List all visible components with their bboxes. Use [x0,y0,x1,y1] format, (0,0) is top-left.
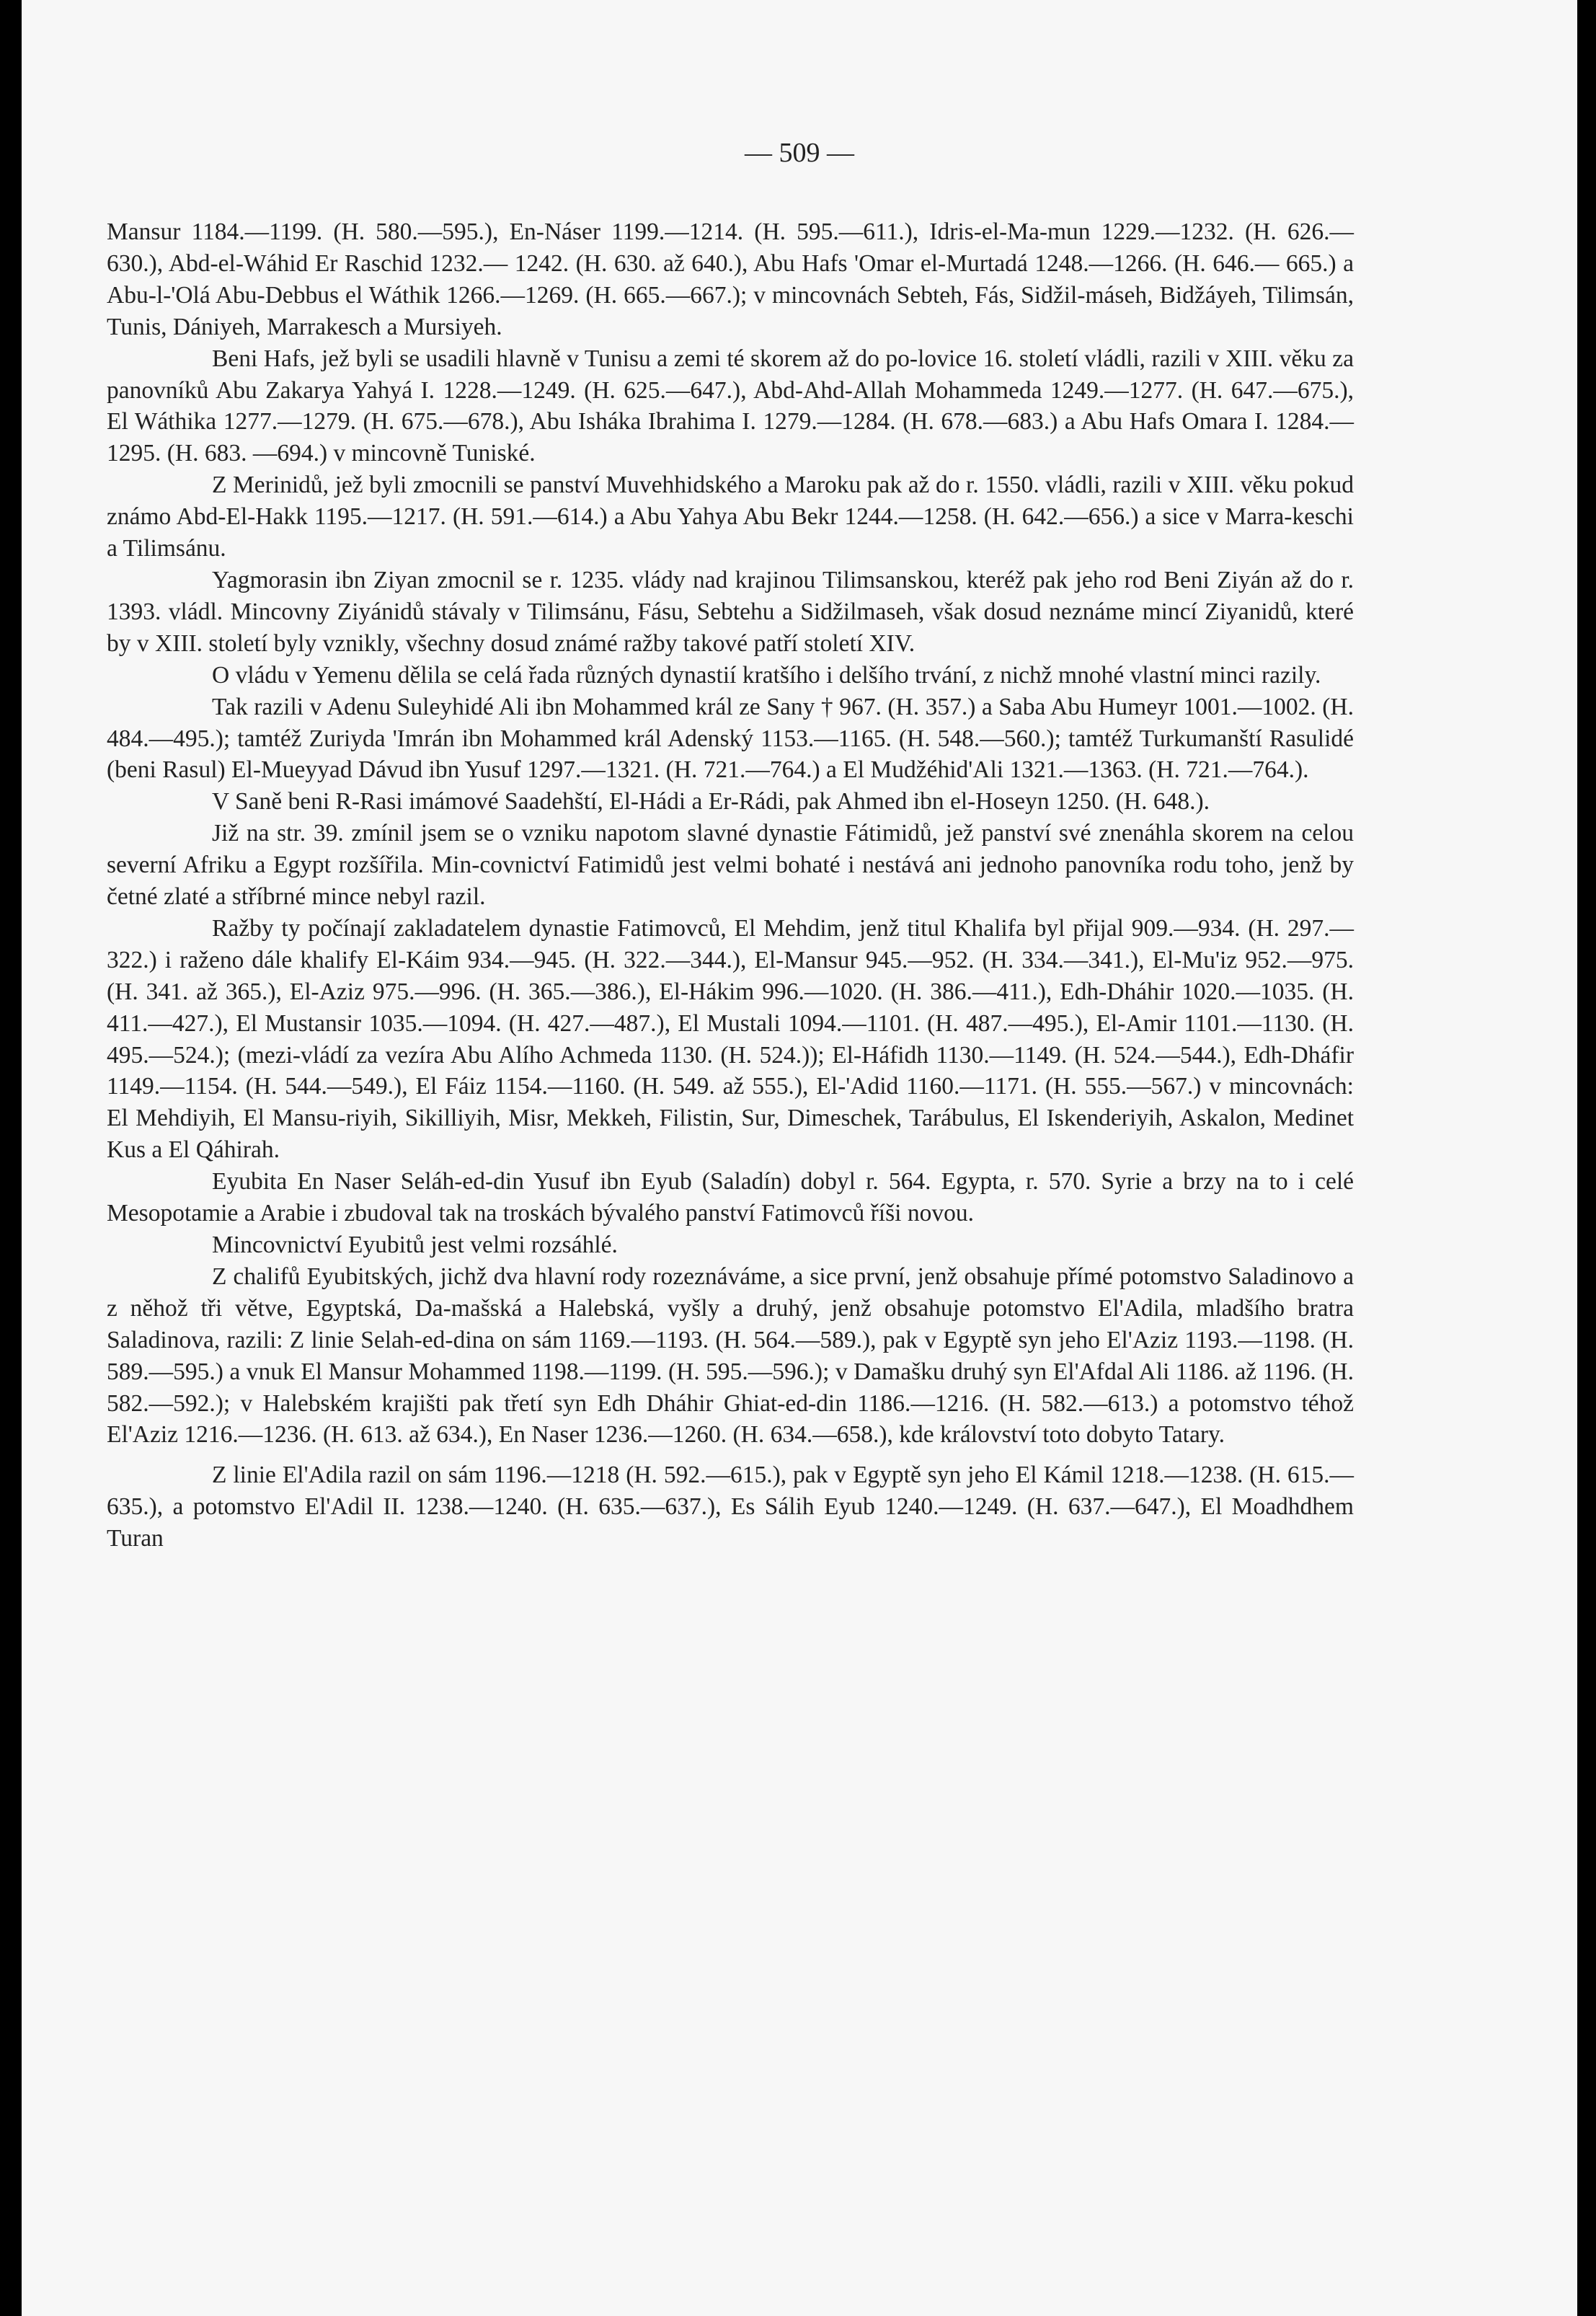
paragraph: Ražby ty počínají zakladatelem dynastie Fatimovců, El Mehdim, jenž titul Khalifa byl přijal 909.—934. (H. 297.—322.) i raženo dále khalify El-Káim 934.—945. (H. 322.—344.), El-Mansur 945.—952. (H. 334.—341.), El-Mu'iz 952.—975. (H. 341. až 365.), El-Aziz 975.—996. (H. 365.—386.), El-Hákim 996.—1020. (H. 386.—411.), Edh-Dháhir 1020.—1035. (H. 411.—427.), El Mustansir 1035.—1094. (H. 427.—487.), El Mustali 1094.—1101. (H. 487.—495.), El-Amir 1101.—1130. (H. 495.—524.); (mezi-vládí za vezíra Abu Alího Achmeda 1130. (H. 524.)); El-Háfidh 1130.—1149. (H. 524.—544.), Edh-Dháfir 1149.—1154. (H. 544.—549.), El Fáiz 1154.—1160. (H. 549. až 555.), El-'Adid 1160.—1171. (H. 555.—567.) v mincovnách: El Mehdiyih, El Mansu-riyih, Sikilliyih, Misr, Mekkeh, Filistin, Sur, Dimeschek, Tarábulus, El Iskenderiyih, Askalon, Medinet Kus a El Qáhirah. [107,914,1354,1164]
paragraph: Z linie El'Adila razil on sám 1196.—1218 (H. 592.—615.), pak v Egyptě syn jeho El Kámil 1218.—1238. (H. 615.—635.), a potomstvo El'Adil II. 1238.—1240. (H. 635.—637.), Es Sálih Eyub 1240.—1249. (H. 637.—647.), El Moadhdhem Turan [107,1462,1354,1552]
paragraph: Beni Hafs, jež byli se usadili hlavně v Tunisu a zemi té skorem až do po-lovice 16. století vládli, razili v XIII. věku za panovníků Abu Zakarya Yahyá I. 1228.—1249. (H. 625.—647.), Abd-Ahd-Allah Mohammeda 1249.—1277. (H. 647.—675.), El Wáthika 1277.—1279. (H. 675.—678.), Abu Isháka Ibrahima I. 1279.—1284. (H. 678.—683.) a Abu Hafs Omara I. 1284.—1295. (H. 683. —694.) v mincovně Tuniské. [107,345,1354,467]
page-number: — 509 — [745,138,854,168]
body-text [107,216,1354,1555]
paragraph: Eyubita En Naser Seláh-ed-din Yusuf ibn Eyub (Saladín) dobyl r. 564. Egypta, r. 570. Syrie a brzy na to i celé Mesopotamie a Arabie i zbudoval tak na troskách bývalého panství Fatimovců říši novou. [107,1168,1354,1227]
paragraph: Již na str. 39. zmínil jsem se o vzniku napotom slavné dynastie Fátimidů, jež panství své znenáhla skorem na celou severní Afriku a Egypt rozšířila. Min-covnictví Fatimidů jest velmi bohaté i nestává ani jednoho panovníka rodu toho, jenž by četné zlaté a stříbrné mince nebyl razil. [107,820,1354,911]
paragraph: V Saně beni R-Rasi imámové Saadehští, El-Hádi a Er-Rádi, pak Ahmed ibn el-Hoseyn 1250. (H. 648.). [212,788,1210,816]
paragraph: Mincovnictví Eyubitů jest velmi rozsáhlé. [212,1232,618,1258]
paragraph: Tak razili v Adenu Suleyhidé Ali ibn Mohammed král ze Sany † 967. (H. 357.) a Saba Abu Humeyr 1001.—1002. (H. 484.—495.); tamtéž Zuriyda 'Imrán ibn Mohammed král Adenský 1153.—1165. (H. 548.—560.); tamtéž Turkumanští Rasulidé (beni Rasul) El-Mueyyad Dávud ibn Yusuf 1297.—1321. (H. 721.—764.) a El Mudžéhid'Ali 1321.—1363. (H. 721.—764.). [107,693,1354,784]
scan-edge-mark [0,108,10,260]
paragraph: Z Merinidů, jež byli zmocnili se panství Muvehhidského a Maroku pak až do r. 1550. vládli, razili v XIII. věku pokud známo Abd-El-Hakk 1195.—1217. (H. 591.—614.) a Abu Yahya Abu Bekr 1244.—1258. (H. 642.—656.) a sice v Marra-keschi a Tilimsánu. [107,472,1354,562]
paragraph: Yagmorasin ibn Ziyan zmocnil se r. 1235. vlády nad krajinou Tilimsanskou, kteréž pak jeho rod Beni Ziyán až do r. 1393. vládl. Mincovny Ziyánidů stávaly v Tilimsánu, Fásu, Sebtehu a Sidžilmaseh, však dosud neznáme mincí Ziyanidů, které by v XIII. století byly vznikly, všechny dosud známé ražby takové patří století XIV. [107,566,1354,657]
paragraph: Mansur 1184.—1199. (H. 580.—595.), En-Náser 1199.—1214. (H. 595.—611.), Idris-el-Ma-mun 1229.—1232. (H. 626.—630.), Abd-el-Wáhid Er Raschid 1232.— 1242. (H. 630. až 640.), Abu Hafs 'Omar el-Murtadá 1248.—1266. (H. 646.— 665.) a Abu-l-'Olá Abu-Debbus el Wáthik 1266.—1269. (H. 665.—667.); v mincovnách Sebteh, Fás, Sidžil-máseh, Bidžáyeh, Tilimsán, Tunis, Dániyeh, Marrakesch a Mursiyeh. [107,218,1354,340]
paragraph: Z chalifů Eyubitských, jichž dva hlavní rody rozeznáváme, a sice první, jenž obsahuje přímé potomstvo Saladinovo a z něhož tři větve, Egyptská, Da-mašská a Halebská, vyšly a druhý, jenž obsahuje potomstvo El'Adila, mladšího bratra Saladinova, razili: Z linie Selah-ed-dina on sám 1169.—1193. (H. 564.—589.), pak v Egyptě syn jeho El'Aziz 1193.—1198. (H. 589.—595.) a vnuk El Mansur Mohammed 1198.—1199. (H. 595.—596.); v Damašku druhý syn El'Afdal Ali 1186. až 1196. (H. 582.—592.); v Halebském krajišti pak třetí syn Edh Dháhir Ghiat-ed-din 1186.—1216. (H. 582.—613.) a potomstvo téhož El'Aziz 1216.—1236. (H. 613. až 634.), En Naser 1236.—1260. (H. 634.—658.), kde království toto dobyto Tatary. [107,1263,1354,1449]
paragraph: O vládu v Yemenu dělila se celá řada různých dynastií kratšího i delšího trvání, z nichž mnohé vlastní minci razily. [212,661,1321,689]
document-page [22,0,1577,2316]
